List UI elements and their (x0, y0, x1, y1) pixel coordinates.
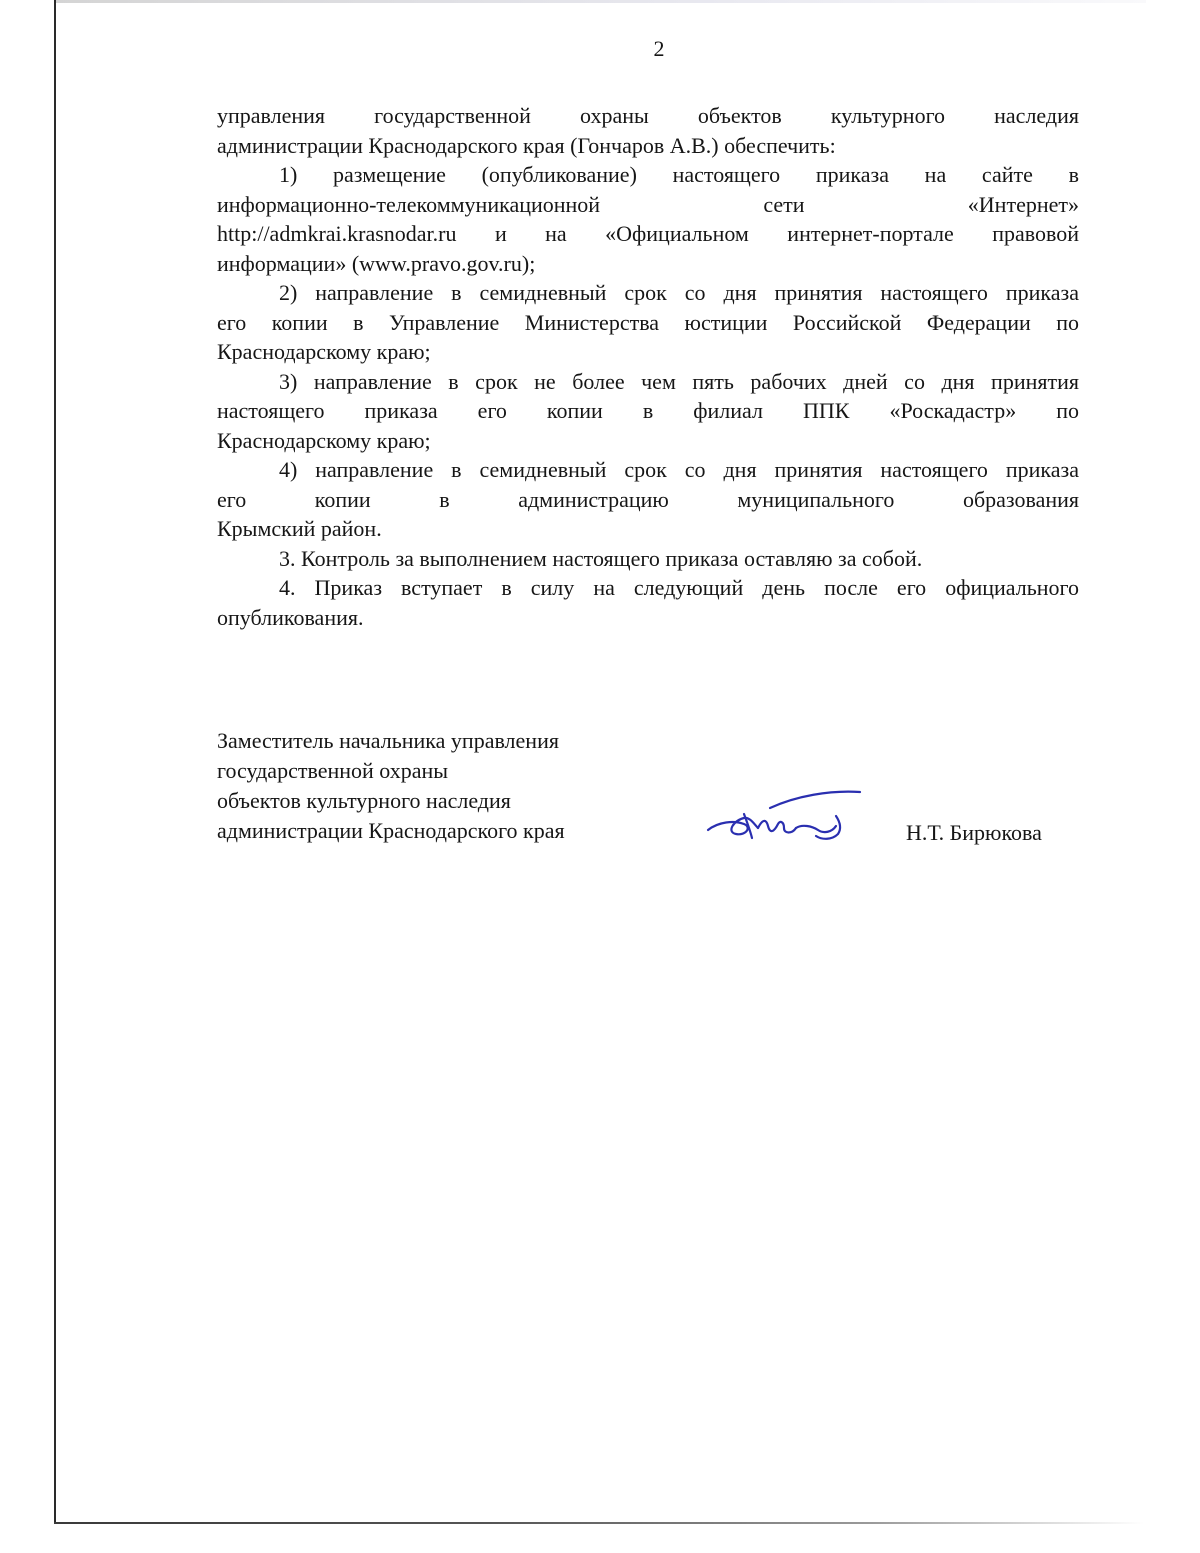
body-line: 4) направление в семидневный срок со дня принятия настоящего приказа (279, 457, 1079, 482)
body-line: его копии в Управление Министерства юстиции Российской Федерации по (217, 309, 1079, 335)
body-line: 3. Контроль за выполнением настоящего приказа оставляю за собой. (279, 545, 923, 571)
body-line: информации» (www.pravo.gov.ru); (217, 250, 536, 276)
body-line: Краснодарскому краю; (217, 339, 431, 364)
body-line: опубликования. (217, 604, 364, 630)
signer-position-line: Заместитель начальника управления (217, 728, 559, 753)
body-line: 3) направление в срок не более чем пять рабочих дней со дня принятия (279, 368, 1079, 394)
body-line: его копии в администрацию муниципального образования (217, 486, 1079, 512)
body-line: администрации Краснодарского края (Гончаров А.В.) обеспечить: (217, 132, 836, 158)
body-line: информационно-телекоммуникационной сети «Интернет» (217, 191, 1079, 217)
signer-position-line: администрации Краснодарского края (217, 818, 565, 843)
page-number: 2 (653, 36, 665, 61)
scan-left-edge (54, 0, 56, 1524)
signer-position-line: объектов культурного наследия (217, 788, 511, 813)
body-line: управления государственной охраны объектов культурного наследия (217, 103, 1079, 128)
document-body (217, 101, 1079, 632)
body-line: 1) размещение (опубликование) настоящего приказа на сайте в (279, 162, 1079, 187)
signer-position-line: государственной охраны (217, 758, 449, 783)
body-line: 2) направление в семидневный срок со дня принятия настоящего приказа (279, 280, 1079, 305)
scan-bottom-edge (54, 1522, 1144, 1524)
body-line: Крымский район. (217, 516, 382, 541)
scan-top-edge (56, 0, 1146, 3)
signer-name: Н.Т. Бирюкова (906, 820, 1042, 845)
body-line: Краснодарскому краю; (217, 427, 431, 453)
handwritten-signature (700, 782, 870, 854)
body-line: 4. Приказ вступает в силу на следующий день после его официального (279, 575, 1079, 600)
body-line: http://admkrai.krasnodar.ru и на «Официальном интернет-портале правовой (217, 221, 1079, 246)
body-line: настоящего приказа его копии в филиал ППК «Роскадастр» по (217, 398, 1079, 423)
